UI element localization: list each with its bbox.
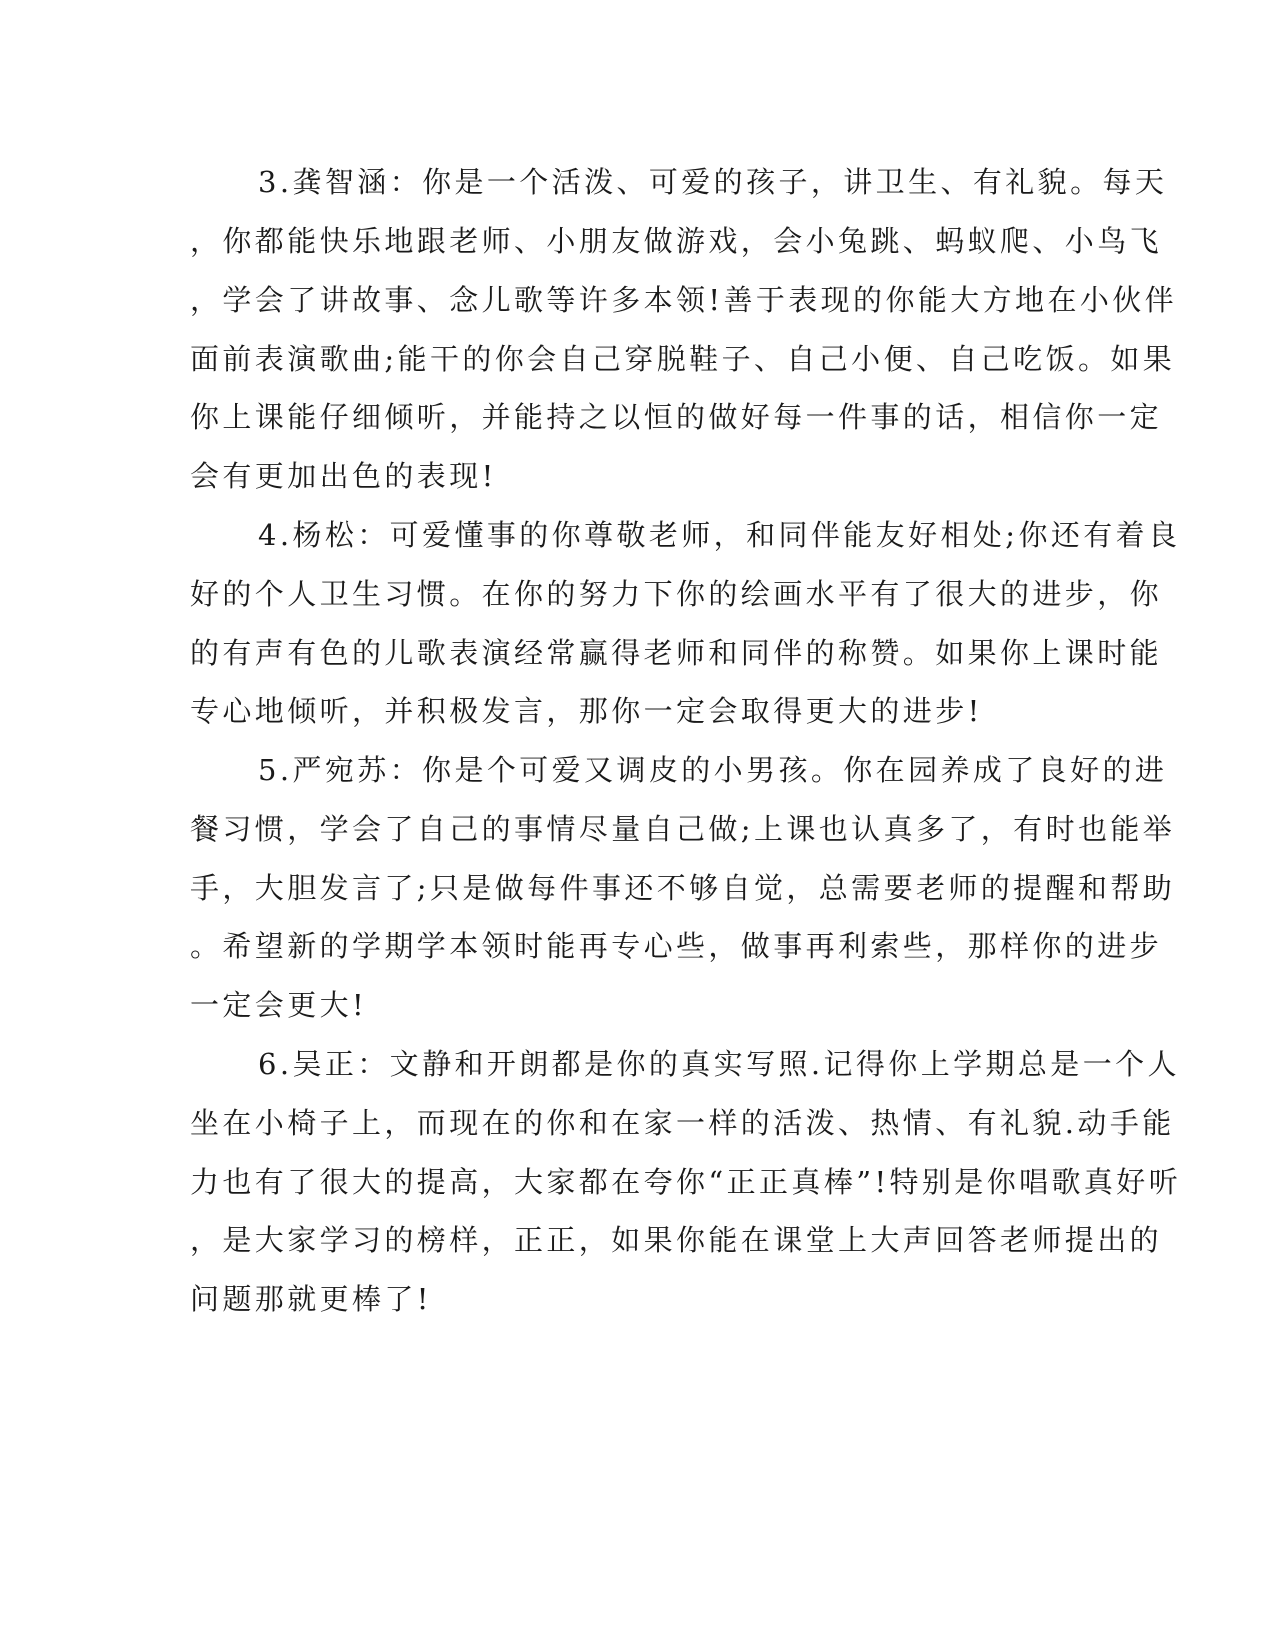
paragraph-3-line-5: 你上课能仔细倾听，并能持之以恒的做好每一件事的话，相信你一定 bbox=[190, 400, 1163, 434]
paragraph-3-line-3: ，学会了讲故事、念儿歌等许多本领!善于表现的你能大方地在小伙伴 bbox=[190, 283, 1178, 317]
paragraph-5-line-2: 餐习惯，学会了自己的事情尽量自己做;上课也认真多了，有时也能举 bbox=[190, 812, 1176, 846]
paragraph-3-line-4: 面前表演歌曲;能干的你会自己穿脱鞋子、自己小便、自己吃饭。如果 bbox=[190, 342, 1176, 376]
paragraph-5-line-3: 手，大胆发言了;只是做每件事还不够自觉，总需要老师的提醒和帮助 bbox=[190, 871, 1176, 905]
paragraph-3-line-6: 会有更加出色的表现! bbox=[190, 459, 497, 493]
paragraph-6-line-5: 问题那就更棒了! bbox=[190, 1282, 432, 1316]
paragraph-6-line-1: 6.吴正：文静和开朗都是你的真实写照.记得你上学期总是一个人 bbox=[258, 1047, 1180, 1081]
paragraph-3-line-2: ，你都能快乐地跟老师、小朋友做游戏，会小兔跳、蚂蚁爬、小鸟飞 bbox=[190, 224, 1163, 258]
paragraph-6-line-2: 坐在小椅子上，而现在的你和在家一样的活泼、热情、有礼貌.动手能 bbox=[190, 1106, 1175, 1140]
paragraph-4-line-2: 好的个人卫生习惯。在你的努力下你的绘画水平有了很大的进步，你 bbox=[190, 577, 1163, 611]
paragraph-4-line-3: 的有声有色的儿歌表演经常赢得老师和同伴的称赞。如果你上课时能 bbox=[190, 636, 1163, 670]
paragraph-4-line-4: 专心地倾听，并积极发言，那你一定会取得更大的进步! bbox=[190, 694, 983, 728]
paragraph-5-line-5: 一定会更大! bbox=[190, 988, 368, 1022]
paragraph-5-line-1: 5.严宛苏：你是个可爱又调皮的小男孩。你在园养成了良好的进 bbox=[258, 753, 1168, 787]
paragraph-6-line-3: 力也有了很大的提高，大家都在夸你“正正真棒”!特别是你唱歌真好听 bbox=[190, 1165, 1182, 1199]
paragraph-6-line-4: ，是大家学习的榜样，正正，如果你能在课堂上大声回答老师提出的 bbox=[190, 1223, 1163, 1257]
paragraph-5-line-4: 。希望新的学期学本领时能再专心些，做事再利索些，那样你的进步 bbox=[190, 929, 1163, 963]
paragraph-4-line-1: 4.杨松：可爱懂事的你尊敬老师，和同伴能友好相处;你还有着良 bbox=[258, 518, 1181, 552]
paragraph-3-line-1: 3.龚智涵：你是一个活泼、可爱的孩子，讲卫生、有礼貌。每天 bbox=[258, 165, 1168, 199]
